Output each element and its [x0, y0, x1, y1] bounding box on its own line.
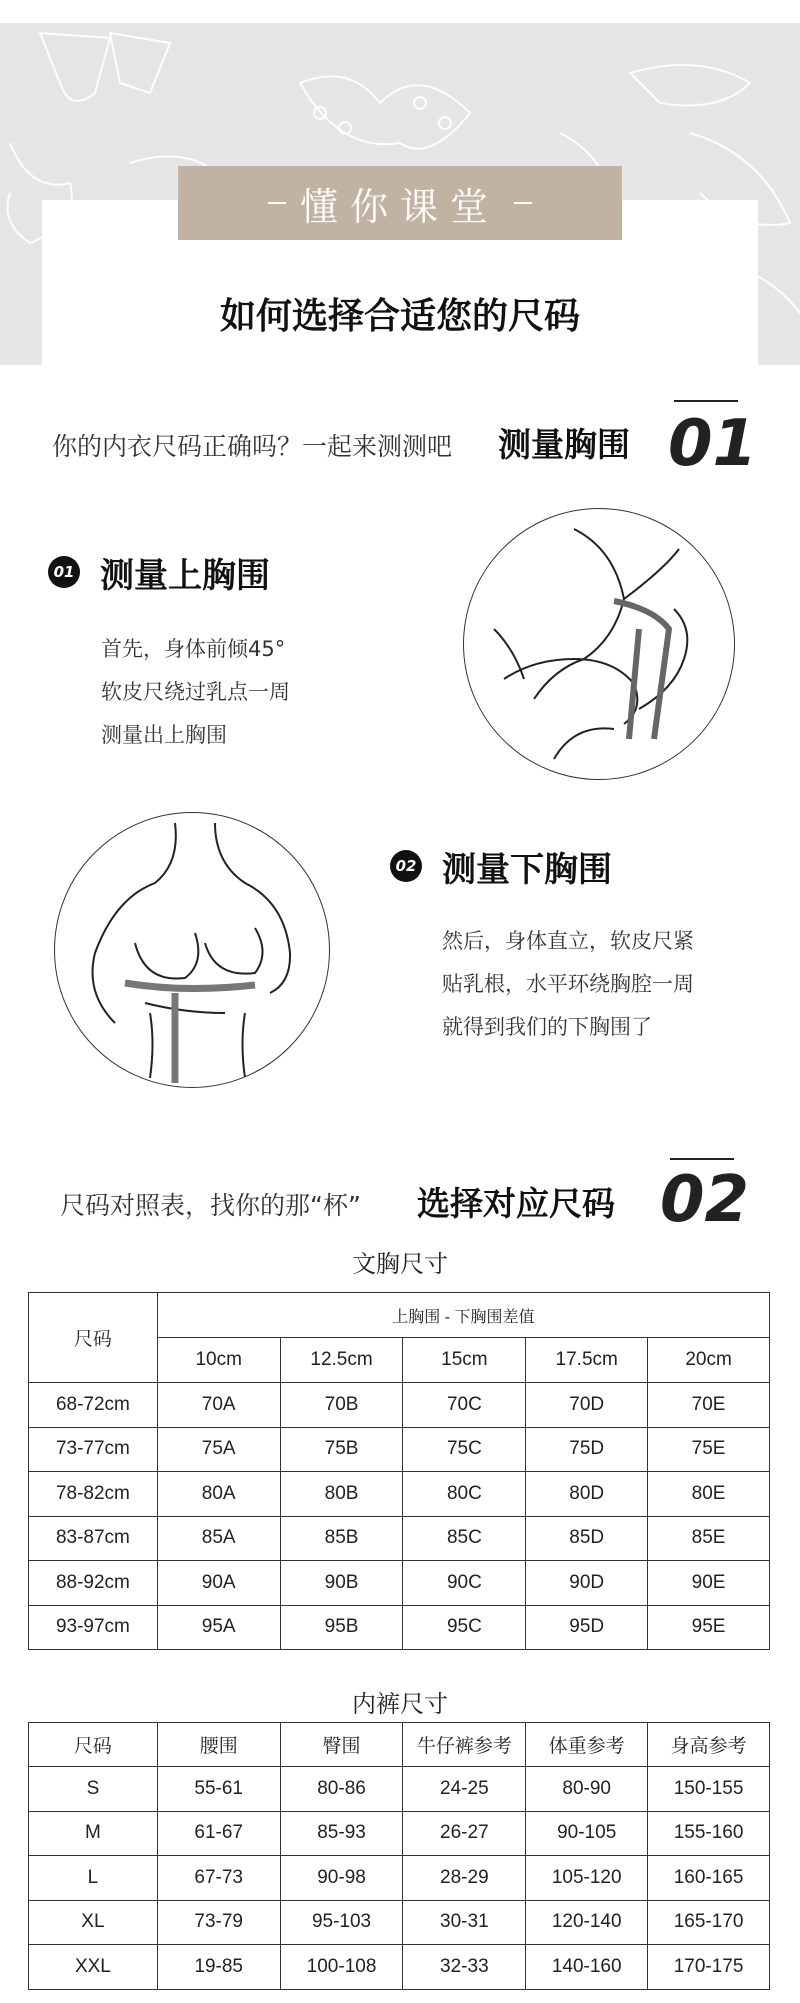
- table-cell: 80C: [403, 1472, 526, 1517]
- table-row: [29, 1561, 770, 1606]
- under-bust-drawing: [55, 813, 330, 1088]
- table-cell: 90A: [157, 1561, 280, 1606]
- table-cell: 90-105: [526, 1811, 648, 1856]
- step1-line: 首先，身体前倾45°: [101, 637, 286, 661]
- step2-title: 测量下胸围: [442, 850, 612, 890]
- table-row: [29, 1472, 770, 1517]
- table-cell: 80A: [157, 1472, 280, 1517]
- table-cell: 85A: [157, 1516, 280, 1561]
- table-cell: 75A: [157, 1427, 280, 1472]
- table-row: [29, 1427, 770, 1472]
- upper-bust-illustration: [463, 508, 735, 780]
- table-cell: 165-170: [648, 1900, 770, 1945]
- table-cell: 体重参考: [526, 1723, 648, 1767]
- section2-number-rule: [670, 1158, 734, 1160]
- badge-label: 懂你课堂: [299, 184, 500, 229]
- table-cell: 70C: [403, 1383, 526, 1428]
- panty-size-table: [28, 1722, 770, 1990]
- step2-number-badge: 02: [390, 850, 422, 882]
- table-cell: 90E: [648, 1561, 770, 1606]
- table-cell: 160-165: [648, 1856, 770, 1901]
- table-cell: 95B: [280, 1605, 403, 1650]
- section1-number: 01: [668, 407, 758, 481]
- table-cell: 85C: [403, 1516, 526, 1561]
- table-cell: 牛仔裤参考: [403, 1723, 526, 1767]
- table-cell: 85B: [280, 1516, 403, 1561]
- table-cell: 70E: [648, 1383, 770, 1428]
- table-cell: XXL: [29, 1945, 158, 1990]
- table-cell: 73-77cm: [29, 1427, 158, 1472]
- table-cell: 95C: [403, 1605, 526, 1650]
- table-row: [29, 1856, 770, 1901]
- under-bust-illustration: [54, 812, 330, 1088]
- table-cell: 26-27: [403, 1811, 526, 1856]
- table-row: [29, 1383, 770, 1428]
- badge-dash-right: [514, 202, 532, 204]
- table-cell: 80E: [648, 1472, 770, 1517]
- column-header-cell: 12.5cm: [280, 1338, 403, 1383]
- size-header-cell: 尺码: [29, 1293, 158, 1383]
- table-cell: 68-72cm: [29, 1383, 158, 1428]
- table-cell: 80B: [280, 1472, 403, 1517]
- table-cell: 85E: [648, 1516, 770, 1561]
- table-cell: 95-103: [280, 1900, 403, 1945]
- course-badge: [178, 166, 622, 240]
- table-cell: 85D: [526, 1516, 648, 1561]
- table-cell: 70A: [157, 1383, 280, 1428]
- table-cell: 70B: [280, 1383, 403, 1428]
- step2-line: 就得到我们的下胸围了: [442, 1015, 652, 1039]
- table-cell: 80D: [526, 1472, 648, 1517]
- table-cell: 105-120: [526, 1856, 648, 1901]
- table-cell: 24-25: [403, 1767, 526, 1812]
- table-cell: 55-61: [157, 1767, 280, 1812]
- table-cell: 75C: [403, 1427, 526, 1472]
- table-cell: 140-160: [526, 1945, 648, 1990]
- table-header-row: [29, 1293, 770, 1338]
- table-row: [29, 1605, 770, 1650]
- table-cell: 80-90: [526, 1767, 648, 1812]
- step1-line: 软皮尺绕过乳点一周: [101, 680, 290, 704]
- table-cell: L: [29, 1856, 158, 1901]
- table-cell: 75D: [526, 1427, 648, 1472]
- step1-title: 测量上胸围: [100, 556, 270, 596]
- table-cell: 30-31: [403, 1900, 526, 1945]
- table-cell: 120-140: [526, 1900, 648, 1945]
- table-cell: 臀围: [280, 1723, 403, 1767]
- table-cell: 95E: [648, 1605, 770, 1650]
- section1-title: 测量胸围: [498, 425, 630, 464]
- section1-subtitle: 你的内衣尺码正确吗？一起来测测吧: [52, 432, 453, 461]
- table-cell: 155-160: [648, 1811, 770, 1856]
- table-cell: XL: [29, 1900, 158, 1945]
- column-header-cell: 17.5cm: [526, 1338, 648, 1383]
- table-cell: 150-155: [648, 1767, 770, 1812]
- table-cell: 83-87cm: [29, 1516, 158, 1561]
- step1-description: [101, 628, 290, 757]
- table-header-row: [29, 1723, 770, 1767]
- table-cell: 88-92cm: [29, 1561, 158, 1606]
- table-cell: 100-108: [280, 1945, 403, 1990]
- table-cell: 61-67: [157, 1811, 280, 1856]
- table-cell: 90B: [280, 1561, 403, 1606]
- table-cell: 78-82cm: [29, 1472, 158, 1517]
- column-header-cell: 20cm: [648, 1338, 770, 1383]
- column-header-cell: 10cm: [157, 1338, 280, 1383]
- table-cell: 80-86: [280, 1767, 403, 1812]
- table-cell: 28-29: [403, 1856, 526, 1901]
- table-cell: 170-175: [648, 1945, 770, 1990]
- section1-number-rule: [674, 400, 738, 402]
- table-cell: 19-85: [157, 1945, 280, 1990]
- table-cell: 身高参考: [648, 1723, 770, 1767]
- badge-dash-left: [268, 202, 286, 204]
- table-row: [29, 1811, 770, 1856]
- table-cell: 85-93: [280, 1811, 403, 1856]
- group-header-cell: 上胸围 - 下胸围差值: [157, 1293, 769, 1338]
- step2-line: 贴乳根，水平环绕胸腔一周: [442, 972, 694, 996]
- step2-description: [442, 920, 694, 1049]
- step2-line: 然后，身体直立，软皮尺紧: [442, 929, 694, 953]
- table-cell: 75B: [280, 1427, 403, 1472]
- step1-line: 测量出上胸围: [101, 723, 227, 747]
- table-cell: 尺码: [29, 1723, 158, 1767]
- table-cell: S: [29, 1767, 158, 1812]
- section2-number: 02: [660, 1163, 750, 1237]
- table-cell: 32-33: [403, 1945, 526, 1990]
- table-row: [29, 1900, 770, 1945]
- table-cell: 90D: [526, 1561, 648, 1606]
- table-row: [29, 1767, 770, 1812]
- page-title: 如何选择合适您的尺码: [219, 296, 580, 337]
- panty-table-title: 内裤尺寸: [352, 1690, 448, 1718]
- column-header-cell: 15cm: [403, 1338, 526, 1383]
- table-cell: 90-98: [280, 1856, 403, 1901]
- table-row: [29, 1945, 770, 1990]
- table-cell: 73-79: [157, 1900, 280, 1945]
- table-cell: 75E: [648, 1427, 770, 1472]
- table-cell: 93-97cm: [29, 1605, 158, 1650]
- bra-table-title: 文胸尺寸: [352, 1250, 448, 1278]
- table-cell: M: [29, 1811, 158, 1856]
- section2-subtitle: 尺码对照表，找你的那“杯”: [60, 1191, 361, 1220]
- bra-size-table: [28, 1292, 770, 1650]
- table-cell: 95D: [526, 1605, 648, 1650]
- upper-bust-drawing: [464, 509, 735, 780]
- section2-title: 选择对应尺码: [417, 1184, 615, 1223]
- step1-number-badge: 01: [48, 556, 80, 588]
- table-cell: 67-73: [157, 1856, 280, 1901]
- table-row: [29, 1516, 770, 1561]
- table-cell: 70D: [526, 1383, 648, 1428]
- table-cell: 95A: [157, 1605, 280, 1650]
- table-cell: 腰围: [157, 1723, 280, 1767]
- table-cell: 90C: [403, 1561, 526, 1606]
